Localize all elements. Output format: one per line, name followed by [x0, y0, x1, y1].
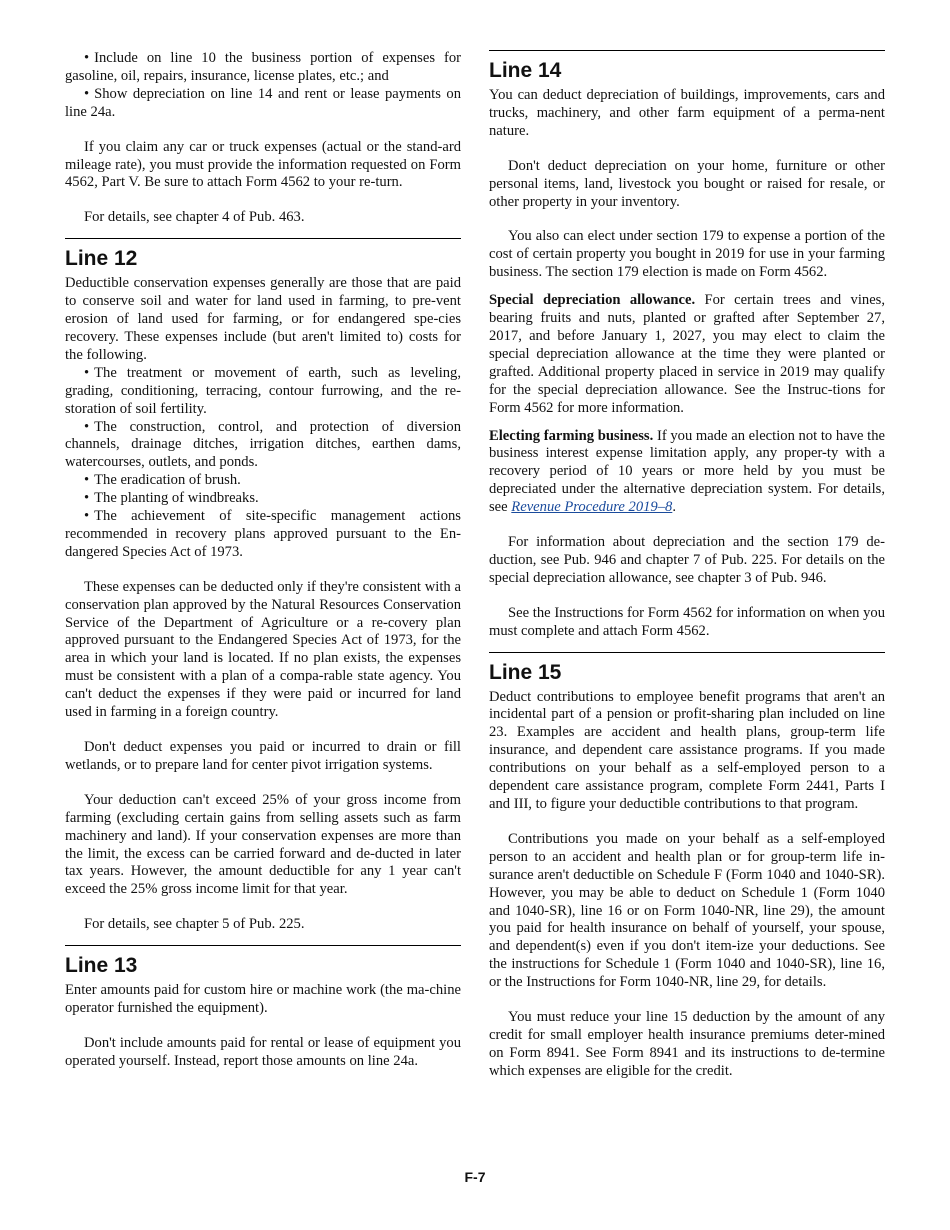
list-item: • The planting of windbreaks.	[65, 490, 461, 508]
paragraph: Enter amounts paid for custom hire or machine work (the ma-chine operator furnished the equipment).	[65, 982, 461, 1017]
paragraph-text: If you made an election not to have the business interest expense limitation apply, any proper-ty with a recovery period of 10 years or more held by you must be depreciated under the alternative depreciation system. For details, see	[489, 427, 885, 516]
paragraph: You must reduce your line 15 deduction by the amount of any credit for small employer health insurance premiums deter-mined on Form 8941. See Form 8941 and its instructions to de-termine which expenses are eligible for the credit.	[489, 1009, 885, 1079]
section-divider	[65, 945, 461, 946]
list-item: • The construction, control, and protection of diversion channels, drainage ditches, irrigation ditches, earthen dams, watercourses, outlets, and ponds.	[65, 419, 461, 473]
paragraph: For information about depreciation and the section 179 de-duction, see Pub. 946 and chapter 7 of Pub. 225. For details on the special depreciation allowance, see chapter 3 of Pub. 946.	[489, 534, 885, 586]
left-column	[65, 50, 461, 1071]
section-divider	[489, 50, 885, 51]
paragraph: Don't include amounts paid for rental or lease of equipment you operated yourself. Instead, report those amounts on line 24a.	[65, 1034, 461, 1069]
paragraph: See the Instructions for Form 4562 for information on when you must complete and attach Form 4562.	[489, 604, 885, 639]
punctuation: .	[672, 499, 676, 516]
list-item: • Show depreciation on line 14 and rent or lease payments on line 24a.	[65, 86, 461, 122]
section-heading-line-14: Line 14	[489, 59, 562, 82]
paragraph: Your deduction can't exceed 25% of your gross income from farming (excluding certain gains from selling assets such as farm machinery and land). If your conservation expenses are more than the limit, the excess can be carried forward and de-ducted in later tax years. However, the amount deductible for any 1 year can't exceed the 25% gross income limit for that year.	[65, 791, 461, 898]
section-heading-line-15: Line 15	[489, 660, 562, 684]
paragraph: You also can elect under section 179 to expense a portion of the cost of certain property you bought in 2019 for use in your farming business. The section 179 election is made on Form 4562.	[489, 228, 885, 281]
section-divider	[489, 652, 885, 653]
run-in-heading: Special depreciation allowance.	[489, 292, 696, 309]
section-divider	[65, 238, 461, 239]
paragraph: For details, see chapter 5 of Pub. 225.	[84, 916, 305, 933]
paragraph: For details, see chapter 4 of Pub. 463.	[84, 209, 305, 226]
paragraph: Contributions you made on your behalf as a self-employed person to an accident and health plan or for group-term life in-surance aren't deductible on Schedule F (Form 1040 and 1040-SR). However, you may be able to deduct on Schedule 1 (Form 1040 and 1040-SR), line 16 or on Form 1040-NR, line 29), the amount you paid for health insurance on behalf of yourself, your spouse, and dependent(s) even if you don't item-ize your deductions. See the instructions for Schedule 1 (Form 1040 and 1040-SR), line 16, or the Instructions for Form 1040-NR, line 29, for details.	[489, 830, 885, 991]
paragraph: Deduct contributions to employee benefit programs that aren't an incidental part of a pension or profit-sharing plan included on line 23. Examples are accident and health plans, group-term life insurance, and dependent care assistance programs. If you made contributions on your behalf as a self-employed person to a dependent care assistance program, complete Form 2441, Parts I and III, to figure your deductible contributions to that program.	[489, 688, 885, 812]
page-number: F-7	[464, 1169, 486, 1185]
list-item: • The eradication of brush.	[65, 472, 461, 490]
paragraph: If you claim any car or truck expenses (actual or the stand-ard mileage rate), you must provide the information requested on Form 4562, Part V. Be sure to attach Form 4562 to your re-turn.	[65, 138, 461, 191]
list-item: • The achievement of site-specific management actions recommended in recovery plans approved pursuant to the En-dangered Species Act of 1973.	[65, 508, 461, 562]
paragraph: Don't deduct depreciation on your home, furniture or other personal items, land, livestock you bought or raised for resale, or other property in your inventory.	[489, 157, 885, 210]
paragraph: You can deduct depreciation of buildings, improvements, cars and trucks, machinery, and other farm equipment of a perma-nent nature.	[489, 87, 885, 139]
section-heading-line-12: Line 12	[65, 247, 138, 271]
paragraph: Don't deduct expenses you paid or incurred to drain or fill wetlands, or to prepare land for center pivot irrigation systems.	[65, 739, 461, 773]
paragraph: These expenses can be deducted only if they're consistent with a conservation plan approved by the Natural Resources Conservation Service of the Department of Agriculture or a re-covery plan approved pursuant to the Endangered Species Act of 1973, for the area in which your land is located. If no plan exists, the expenses must be consistent with a plan of a compa-rable state agency. You can't deduct the expenses if they were paid or incurred for land used in farming in a foreign country.	[65, 578, 461, 721]
run-in-heading: Electing farming business.	[489, 427, 654, 444]
right-column	[489, 50, 885, 1081]
list-item: • The treatment or movement of earth, such as leveling, grading, conditioning, terracing, contour furrowing, and the re-storation of soil fertility.	[65, 365, 461, 419]
list-item: • Include on line 10 the business portion of expenses for gasoline, oil, repairs, insurance, license plates, etc.; and	[65, 50, 461, 86]
paragraph-text: For certain trees and vines, bearing fruits and nuts, planted or grafted after September 27, 2017, and before January 1, 2027, you may elect to claim the special depreciation allowance at the time they were planted or grafted. Additional property placed in service in 2019 may qualify for the special depreciation allowance. See the Instruc-tions for Form 4562 for more information.	[489, 292, 886, 416]
revenue-procedure-link[interactable]: Revenue Procedure 2019–8	[511, 499, 673, 516]
paragraph	[489, 292, 885, 417]
paragraph	[489, 428, 885, 518]
paragraph: Deductible conservation expenses generally are those that are paid to conserve soil and water for land used in farming, to pre-vent erosion of land used for farming, or for endangered spe-cies recovery. These expenses include (but aren't limited to) costs for the following.	[65, 275, 461, 363]
section-heading-line-13: Line 13	[65, 954, 138, 978]
